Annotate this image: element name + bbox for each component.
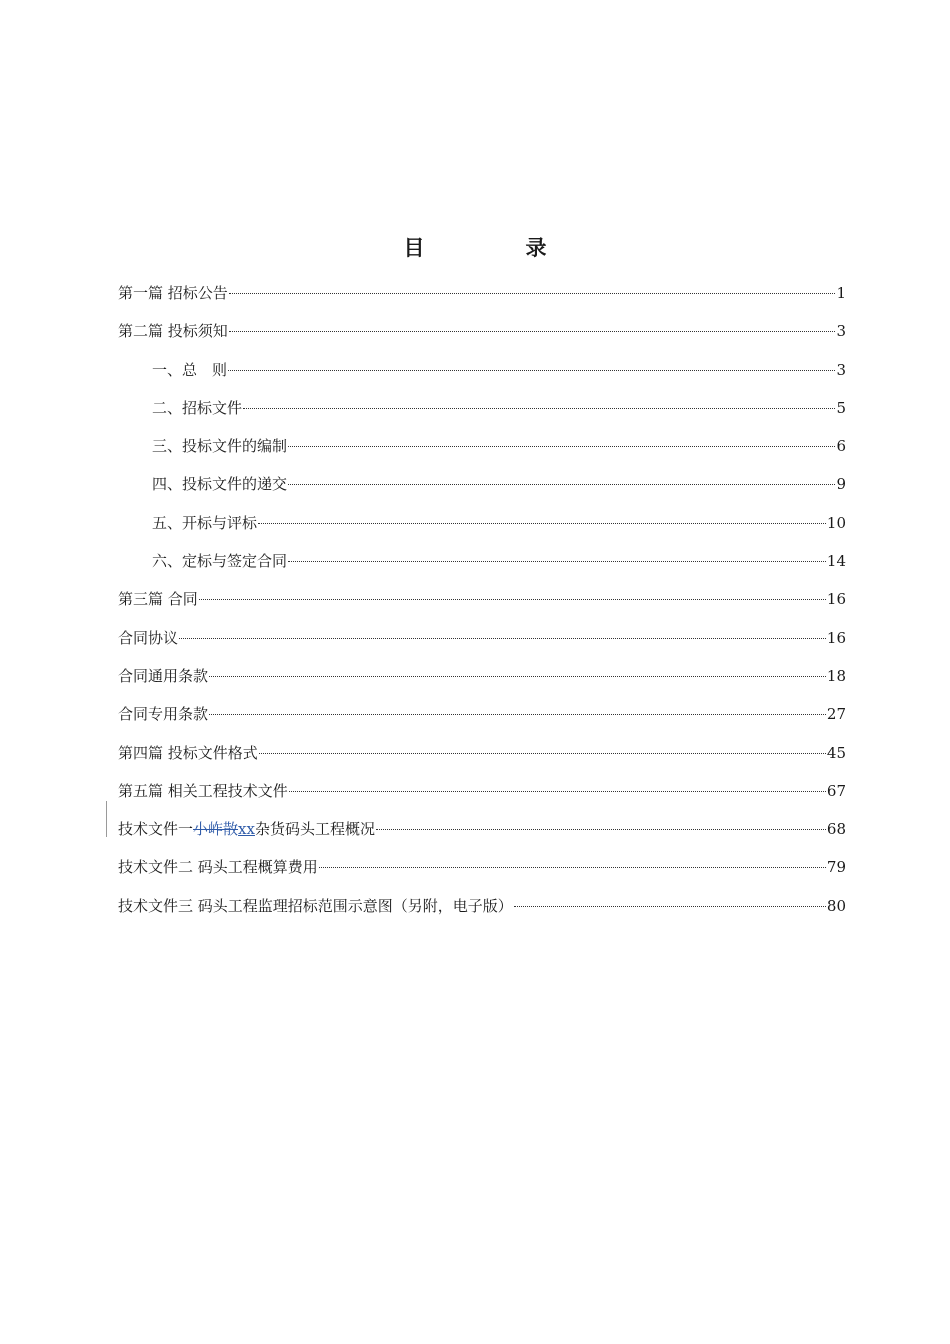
toc-entry-label: 五、开标与评标 [152,513,258,532]
toc-entry-sub[interactable] [118,548,846,586]
toc-entry[interactable] [118,663,846,701]
dot-leader [376,829,826,830]
dot-leader [288,561,826,562]
toc-entry[interactable] [118,854,846,892]
toc-entry[interactable] [118,893,846,931]
toc-entry[interactable] [118,701,846,739]
toc-page-number: 3 [836,360,846,379]
label-prefix: 技术文件一 [118,820,194,839]
toc-entry-sub[interactable] [118,357,846,395]
toc-page-number: 1 [836,284,846,302]
toc-entry-sub[interactable] [118,433,846,471]
toc-page-number: 3 [836,322,846,341]
toc-page-number: 14 [826,552,846,571]
toc-entry-label: 合同协议 [118,628,179,647]
toc-entry[interactable] [118,778,846,816]
toc-entry-label: 合同专用条款 [118,705,209,724]
toc-entry[interactable] [118,318,846,356]
toc-page-number: 45 [826,743,846,762]
toc-page-number: 6 [836,437,846,456]
toc-page-number: 80 [826,896,846,915]
toc-entry-label: 四、投标文件的递交 [152,475,288,494]
toc-page-number: 79 [826,858,846,877]
dot-leader [514,906,826,907]
dot-leader [179,638,826,639]
toc-entry[interactable] [118,625,846,663]
dot-leader [288,446,835,447]
toc-entry-label: 第四篇 投标文件格式 [118,743,258,762]
toc-page-number: 16 [826,628,846,647]
toc-entry-label: 二、招标文件 [152,398,243,417]
dot-leader [243,408,835,409]
label-suffix: 杂货码头工程概况 [254,820,375,839]
dot-leader [319,867,826,868]
toc-entry-label: 合同通用条款 [118,666,209,685]
toc-entry-sub[interactable] [118,471,846,509]
toc-page-number: 9 [836,475,846,494]
dot-leader [209,676,826,677]
dot-leader [228,370,835,371]
toc-entry-label [118,816,375,842]
toc-entry-sub[interactable] [118,510,846,548]
toc-page-number: 27 [826,705,846,724]
revision-change-bar [106,801,107,837]
toc-entry[interactable] [118,280,846,318]
dot-leader [229,293,836,294]
toc-entry-label: 技术文件二 码头工程概算费用 [118,858,318,877]
toc-entry-tracked[interactable] [118,816,846,854]
tracked-deletion: 小岞散 [193,820,239,839]
toc-entry-label: 第二篇 投标须知 [118,322,228,341]
dot-leader [199,599,826,600]
toc-page-number: 10 [826,513,846,532]
toc-page-number: 67 [826,781,846,800]
dot-leader [258,523,826,524]
toc-entry-label: 第五篇 相关工程技术文件 [118,781,288,800]
toc-page-number: 68 [826,820,846,839]
toc-entry-label: 第一篇 招标公告 [118,284,228,302]
toc-entry-label: 一、总 则 [152,360,228,379]
toc-title: 目 录 [403,236,587,260]
toc-entry[interactable] [118,586,846,624]
toc-entry[interactable] [118,740,846,778]
toc-entry-label: 技术文件三 码头工程监理招标范围示意图（另附，电子版） [118,896,513,915]
toc-entry-sub[interactable] [118,395,846,433]
toc-entry-label: 第三篇 合同 [118,590,198,609]
table-of-contents [118,280,846,931]
dot-leader [229,331,836,332]
toc-page-number: 18 [826,666,846,685]
toc-entry-label: 三、投标文件的编制 [152,437,288,456]
toc-page-number: 16 [826,590,846,609]
dot-leader [289,791,826,792]
toc-entry-label: 六、定标与签定合同 [152,552,288,571]
toc-page-number: 5 [836,398,846,417]
dot-leader [209,714,826,715]
tracked-insertion: xx [238,820,255,839]
dot-leader [259,753,826,754]
dot-leader [288,484,835,485]
